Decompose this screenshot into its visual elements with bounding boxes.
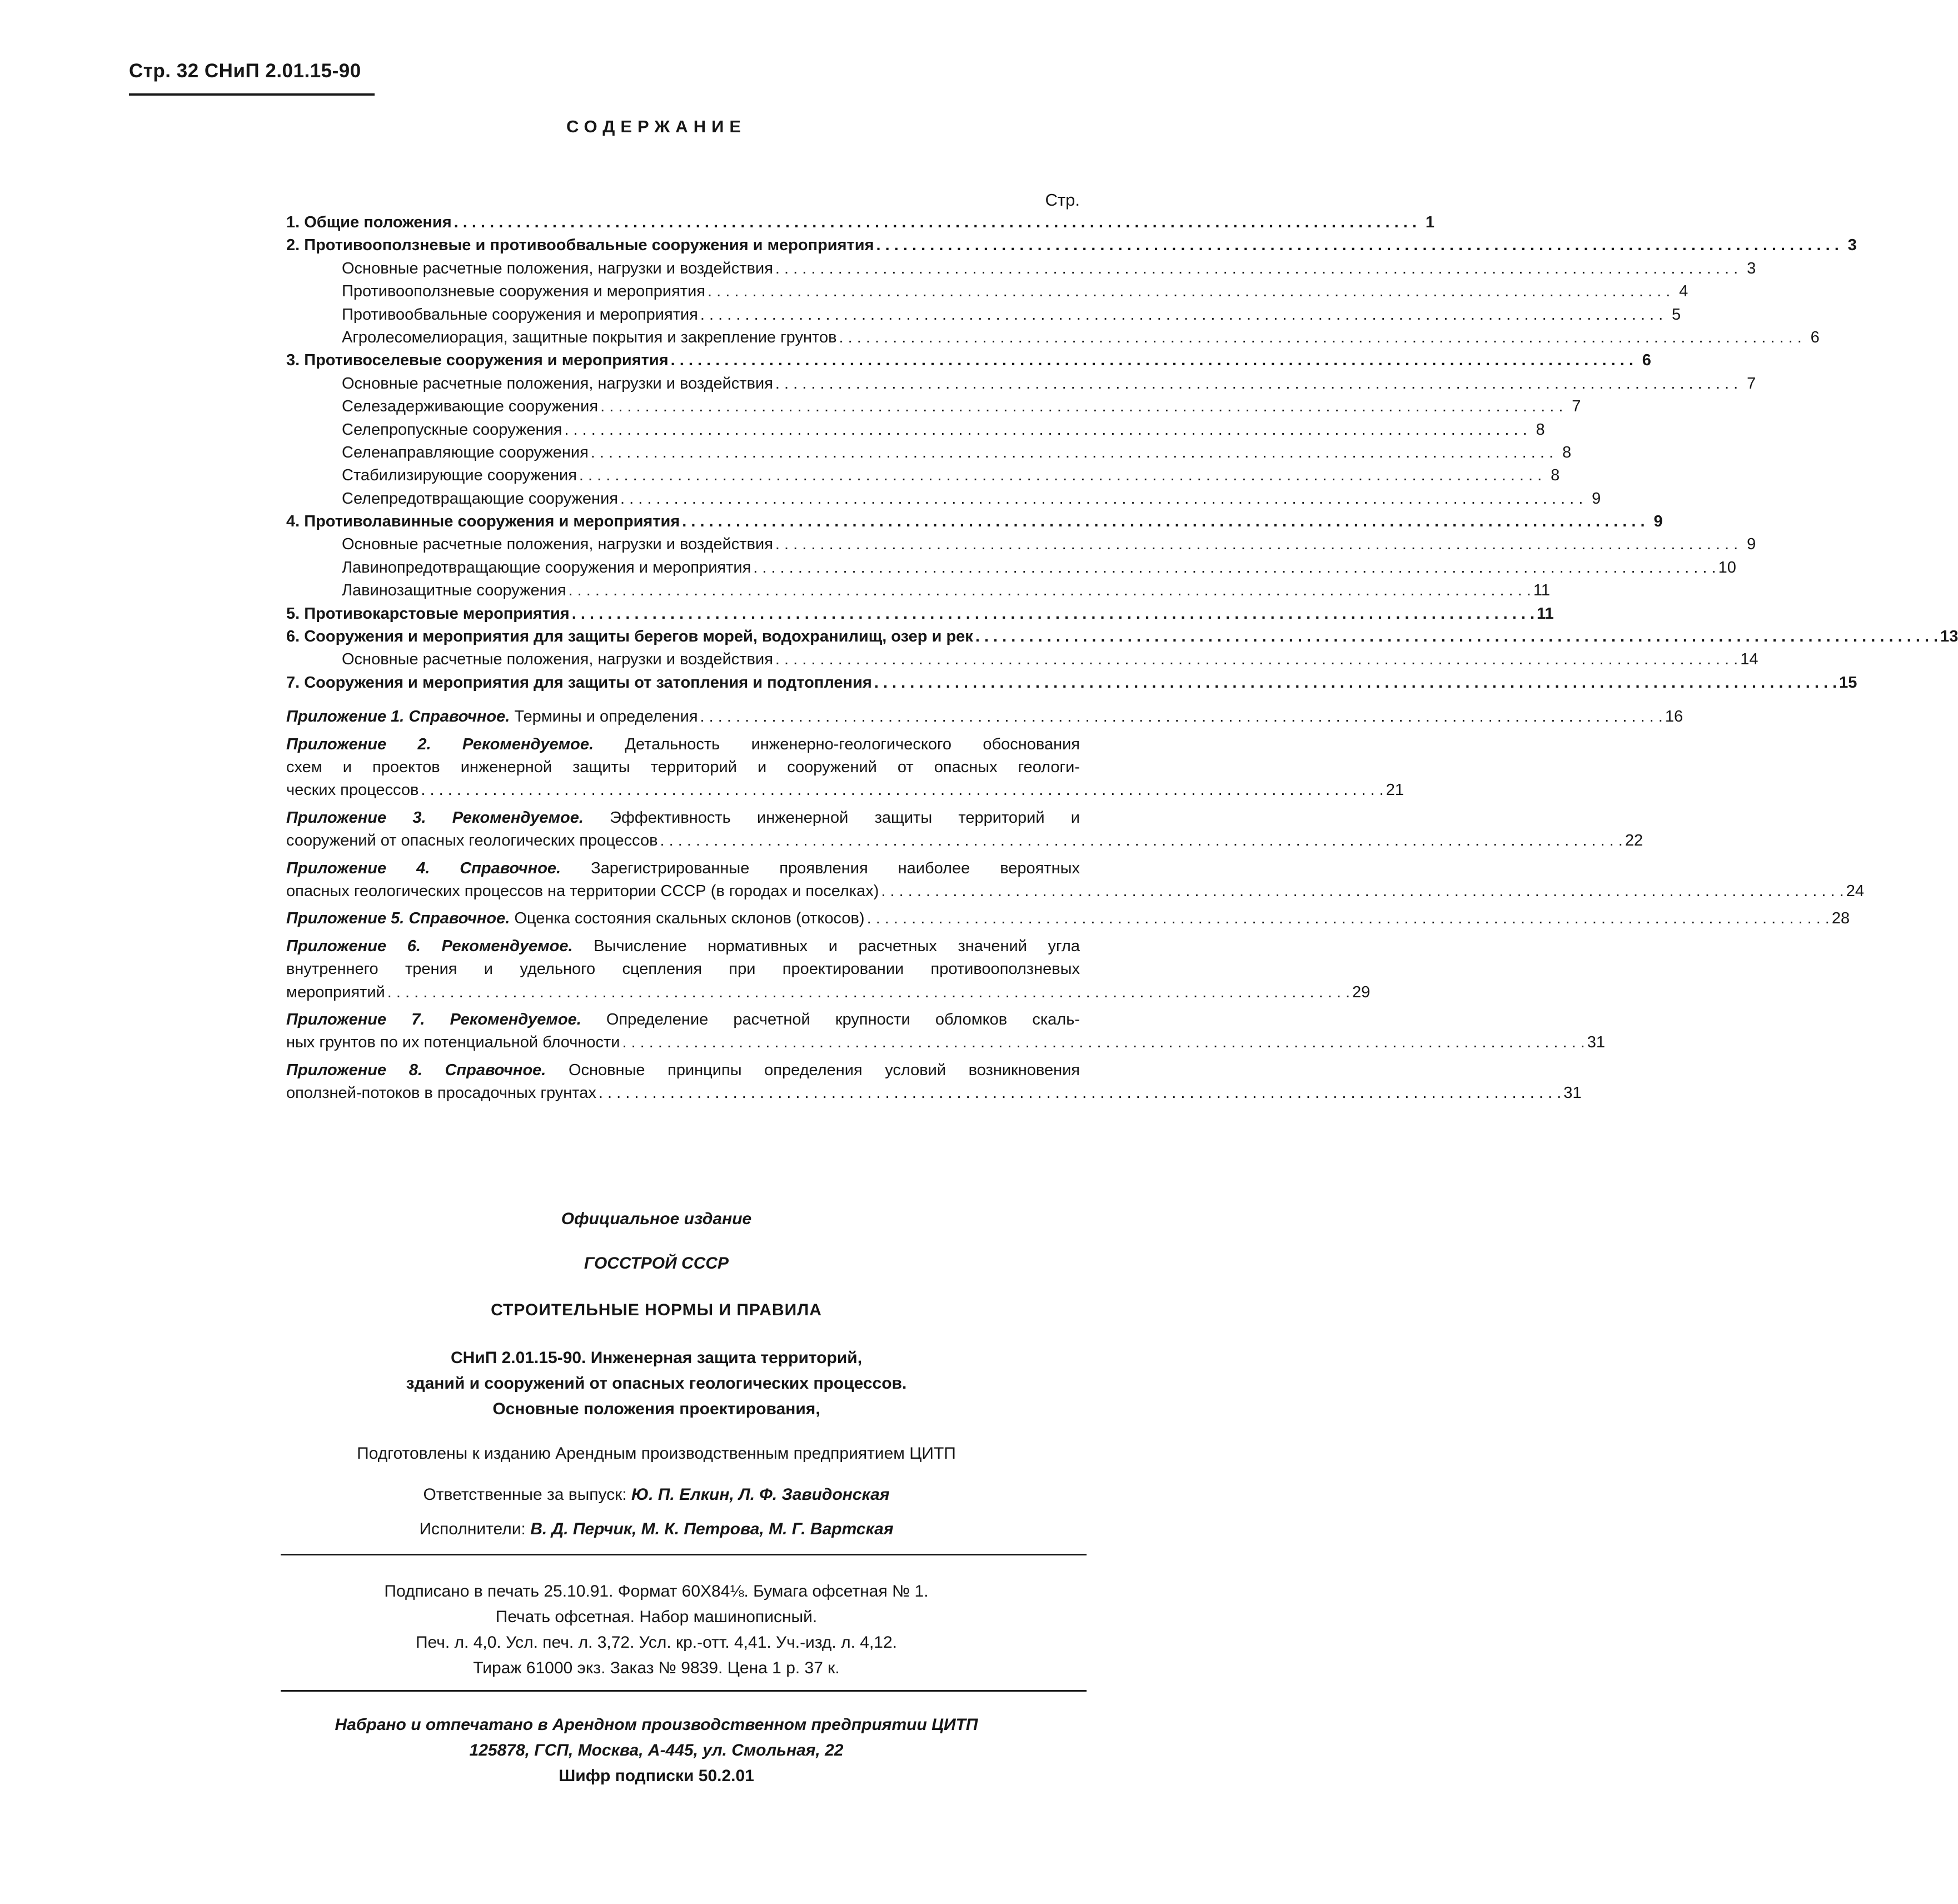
toc-entry <box>286 488 1601 510</box>
toc-entry <box>286 372 1756 395</box>
toc-entry-page: 7 <box>1747 374 1756 392</box>
printer-line: 125878, ГСП, Москва, А-445, ул. Смольная, 22 <box>469 1741 844 1759</box>
appendix-entry <box>286 935 1371 1004</box>
appendix-page: 22 <box>1625 832 1643 850</box>
print-line: Тираж 61000 экз. Заказ № 9839. Цена 1 р. 37 к. <box>473 1659 840 1677</box>
toc-entry-title: Противооползневые сооружения и мероприятия <box>342 282 705 301</box>
document-title-line: зданий и сооружений от опасных геологических процессов. <box>406 1374 907 1393</box>
appendix-label: Приложение 6. Рекомендуемое. <box>286 937 573 955</box>
imprint-block <box>0 1206 1313 1542</box>
appendix-text: Детальность инженерно-геологического обоснования <box>625 735 1080 753</box>
appendix-line <box>286 1008 1080 1031</box>
toc-entries <box>286 211 1958 694</box>
appendix-text: Определение расчетной крупности обломков скаль- <box>606 1010 1080 1028</box>
appendix-entry <box>286 907 1850 930</box>
appendix-page: 31 <box>1587 1033 1606 1052</box>
dot-leader <box>700 705 1663 728</box>
toc-entry <box>286 280 1688 303</box>
appendix-title: ческих процессов <box>286 781 419 799</box>
toc-entry-page: 3 <box>1747 259 1756 277</box>
toc-entry-page: 10 <box>1718 558 1736 576</box>
dot-leader <box>876 234 1839 257</box>
divider-bottom <box>281 1690 1087 1692</box>
appendix-entry <box>286 705 1683 728</box>
toc-title: СОДЕРЖАНИЕ <box>566 117 747 136</box>
toc-entry-title: Агролесомелиорация, защитные покрытия и закрепление грунтов <box>342 328 837 346</box>
appendix-text: Основные принципы определения условий возникновения <box>568 1061 1080 1079</box>
toc-entry-title: Основные расчетные положения, нагрузки и воздействия <box>342 374 773 392</box>
toc-entry-page: 7 <box>1572 397 1581 416</box>
print-line: Подписано в печать 25.10.91. Формат 60Х84⅛. Бумага офсетная № 1. <box>384 1582 929 1600</box>
toc-entry-page: 3 <box>1847 236 1857 255</box>
print-line: Печ. л. 4,0. Усл. печ. л. 3,72. Усл. кр.-отт. 4,41. Уч.-изд. л. 4,12. <box>415 1633 897 1652</box>
document-title-line: СНиП 2.01.15-90. Инженерная защита территорий, <box>450 1349 863 1367</box>
appendix-page: 24 <box>1846 882 1864 900</box>
dot-leader <box>775 533 1738 556</box>
appendix-line <box>286 733 1080 756</box>
toc-entry-page: 9 <box>1747 535 1756 554</box>
appendix-line <box>286 1082 1582 1105</box>
toc-entry-page: 6 <box>1810 328 1820 346</box>
toc-entry-page: 4 <box>1679 282 1688 301</box>
dot-leader <box>874 672 1837 694</box>
appendix-page: 16 <box>1665 708 1683 726</box>
dot-leader <box>671 349 1633 372</box>
appendix-line <box>286 1031 1606 1054</box>
print-line: Печать офсетная. Набор машинописный. <box>495 1608 818 1626</box>
toc-entry-title: Селепредотвращающие сооружения <box>342 489 618 508</box>
dot-leader <box>700 304 1663 326</box>
appendix-text: схем и проектов инженерной защиты территорий и сооружений от опасных геологи- <box>286 758 1080 776</box>
dot-leader <box>564 419 1527 441</box>
toc-entry-title: 1. Общие положения <box>286 213 452 231</box>
subscription-cipher: Шифр подписки 50.2.01 <box>559 1767 754 1785</box>
toc-entry <box>286 579 1550 602</box>
toc-entry <box>286 395 1581 418</box>
appendix-entry <box>286 1059 1582 1105</box>
executors-line <box>0 1517 1313 1542</box>
toc-entry-title: Основные расчетные положения, нагрузки и воздействия <box>342 259 773 277</box>
appendix-title: Оценка состояния скальных склонов (откосов) <box>514 909 865 928</box>
dot-leader <box>387 981 1350 1004</box>
toc-entry <box>286 648 1758 671</box>
toc-entry-page: 1 <box>1425 213 1434 231</box>
appendix-text: Эффективность инженерной защиты территорий и <box>610 808 1080 827</box>
dot-leader <box>708 280 1670 303</box>
dot-leader <box>421 779 1383 802</box>
executors-label: Исполнители: <box>419 1520 526 1538</box>
appendix-title: мероприятий <box>286 983 385 1001</box>
document-title <box>0 1345 1313 1422</box>
appendix-line <box>286 779 1404 802</box>
responsible-line <box>0 1482 1313 1508</box>
appendix-page: 28 <box>1831 909 1850 928</box>
appendix-title: ных грунтов по их потенциальной блочности <box>286 1033 620 1052</box>
toc-entry <box>286 625 1958 648</box>
responsible-names: Ю. П. Елкин, Л. Ф. Завидонская <box>631 1485 890 1504</box>
toc-entry-page: 6 <box>1642 351 1651 370</box>
toc-entry-title: Селенаправляющие сооружения <box>342 443 589 461</box>
appendix-entry <box>286 733 1404 802</box>
dot-leader <box>572 603 1534 625</box>
toc-entry-title: Лавинозащитные сооружения <box>342 581 566 600</box>
toc-entry-title: 6. Сооружения и мероприятия для защиты берегов морей, водохранилищ, озер и рек <box>286 628 973 646</box>
dot-leader <box>867 907 1830 930</box>
appendix-title: Термины и определения <box>514 708 698 726</box>
dot-leader <box>600 395 1563 418</box>
toc-entry-title: Основные расчетные положения, нагрузки и воздействия <box>342 535 773 554</box>
dot-leader <box>569 579 1531 602</box>
appendix-label: Приложение 5. Справочное. <box>286 909 510 928</box>
dot-leader <box>753 556 1716 579</box>
appendix-title: опасных геологических процессов на территории СССР (в городах и поселках) <box>286 882 879 900</box>
official-edition: Официальное издание <box>561 1210 752 1228</box>
printer-line: Набрано и отпечатано в Арендном производственном предприятии ЦИТП <box>335 1716 978 1734</box>
dot-leader <box>579 464 1542 487</box>
toc-entry-page: 11 <box>1533 581 1550 600</box>
dot-leader <box>975 625 1938 648</box>
appendix-line <box>286 829 1643 852</box>
toc-entry <box>286 533 1756 556</box>
toc-entry-page: 11 <box>1537 604 1554 623</box>
toc-entry <box>286 510 1663 533</box>
appendix-text: Вычисление нормативных и расчетных значений угла <box>594 937 1080 955</box>
toc-entry <box>286 304 1681 326</box>
appendix-line <box>286 958 1080 981</box>
toc-entry-page: 8 <box>1562 443 1572 461</box>
dot-leader <box>454 211 1417 234</box>
toc-entry-page: 14 <box>1740 650 1758 669</box>
appendix-line <box>286 907 1850 930</box>
appendix-entry <box>286 857 1864 903</box>
toc-entry-title: Стабилизирующие сооружения <box>342 466 577 485</box>
appendix-text: внутреннего трения и удельного сцепления при проектировании противооползневых <box>286 960 1080 978</box>
appendix-line <box>286 857 1080 880</box>
appendix-label: Приложение 3. Рекомендуемое. <box>286 808 584 827</box>
appendix-line <box>286 880 1864 903</box>
dot-leader <box>591 441 1553 464</box>
toc-entry-page: 9 <box>1653 513 1663 531</box>
toc-entry-page: 5 <box>1672 305 1681 324</box>
appendix-page: 31 <box>1563 1084 1582 1102</box>
toc-entry <box>286 464 1560 487</box>
appendix-page: 21 <box>1386 781 1404 799</box>
appendix-line <box>286 705 1683 728</box>
dot-leader <box>620 488 1583 510</box>
appendix-title: сооружений от опасных геологических процессов <box>286 832 658 850</box>
toc-entry <box>286 556 1736 579</box>
toc-entry-title: Лавинопредотвращающие сооружения и мероприятия <box>342 558 751 576</box>
appendix-label: Приложение 2. Рекомендуемое. <box>286 735 594 753</box>
toc-entry <box>286 349 1651 372</box>
dot-leader <box>839 326 1802 349</box>
dot-leader <box>775 648 1738 671</box>
toc-entry <box>286 211 1434 234</box>
toc-entry-page: 9 <box>1592 489 1601 508</box>
dot-leader <box>881 880 1844 903</box>
toc-entry-page: 8 <box>1536 420 1545 439</box>
dot-leader <box>682 510 1645 533</box>
divider-top <box>281 1554 1087 1555</box>
print-details <box>0 1579 1313 1681</box>
page-column-header: Стр. <box>1045 190 1080 210</box>
toc-entry-title: Селепропускные сооружения <box>342 420 562 439</box>
dot-leader <box>660 829 1623 852</box>
executors-names: В. Д. Перчик, М. К. Петрова, М. Г. Вартская <box>530 1520 894 1538</box>
toc-entry <box>286 326 1820 349</box>
publisher-org: ГОССТРОЙ СССР <box>584 1254 729 1272</box>
appendix-entry <box>286 1008 1606 1055</box>
appendix-line <box>286 756 1080 779</box>
toc-entry-title: Селезадерживающие сооружения <box>342 397 599 416</box>
appendix-line <box>286 1059 1080 1082</box>
dot-leader <box>775 257 1738 280</box>
printer-details <box>0 1712 1313 1789</box>
appendix-title: оползней-потоков в просадочных грунтах <box>286 1084 596 1102</box>
dot-leader <box>775 372 1738 395</box>
appendix-label: Приложение 7. Рекомендуемое. <box>286 1010 581 1028</box>
toc-entry <box>286 441 1572 464</box>
toc-entry <box>286 257 1756 280</box>
toc-entry-page: 13 <box>1940 628 1958 646</box>
toc-entry <box>286 603 1554 625</box>
header-underline <box>129 93 375 96</box>
toc-entry-title: Противообвальные сооружения и мероприятия <box>342 305 698 324</box>
dot-leader <box>599 1082 1561 1105</box>
toc-entry-page: 15 <box>1839 673 1857 692</box>
appendix-label: Приложение 8. Справочное. <box>286 1061 546 1079</box>
toc-entry-title: Основные расчетные положения, нагрузки и воздействия <box>342 650 773 669</box>
dot-leader <box>622 1031 1585 1054</box>
toc-entry <box>286 672 1857 694</box>
appendix-list <box>286 705 1864 1105</box>
appendix-text: Зарегистрированные проявления наиболее вероятных <box>591 859 1080 877</box>
appendix-line <box>286 935 1080 958</box>
document-title-line: Основные положения проектирования, <box>492 1400 820 1418</box>
toc-entry-page: 8 <box>1551 466 1560 485</box>
toc-entry <box>286 419 1545 441</box>
appendix-line <box>286 807 1080 829</box>
appendix-label: Приложение 4. Справочное. <box>286 859 561 877</box>
toc-entry-title: 2. Противооползневые и противообвальные сооружения и мероприятия <box>286 236 874 255</box>
toc-entry-title: 4. Противолавинные сооружения и мероприятия <box>286 513 680 531</box>
series-title: СТРОИТЕЛЬНЫЕ НОРМЫ И ПРАВИЛА <box>491 1301 822 1319</box>
toc-entry-title: 5. Противокарстовые мероприятия <box>286 604 570 623</box>
prepared-by: Подготовлены к изданию Арендным производственным предприятием ЦИТП <box>357 1444 956 1463</box>
toc-gap <box>286 694 1080 705</box>
appendix-line <box>286 981 1371 1004</box>
appendix-page: 29 <box>1352 983 1371 1001</box>
appendix-entry <box>286 807 1643 853</box>
page-header: Стр. 32 СНиП 2.01.15-90 <box>129 60 361 82</box>
responsible-label: Ответственные за выпуск: <box>423 1485 627 1504</box>
toc-entry-title: 3. Противоселевые сооружения и мероприятия <box>286 351 669 370</box>
appendix-label: Приложение 1. Справочное. <box>286 708 510 726</box>
toc-entry <box>286 234 1857 257</box>
toc-entry-title: 7. Сооружения и мероприятия для защиты от затопления и подтопления <box>286 673 872 692</box>
table-of-contents <box>286 189 1958 1109</box>
